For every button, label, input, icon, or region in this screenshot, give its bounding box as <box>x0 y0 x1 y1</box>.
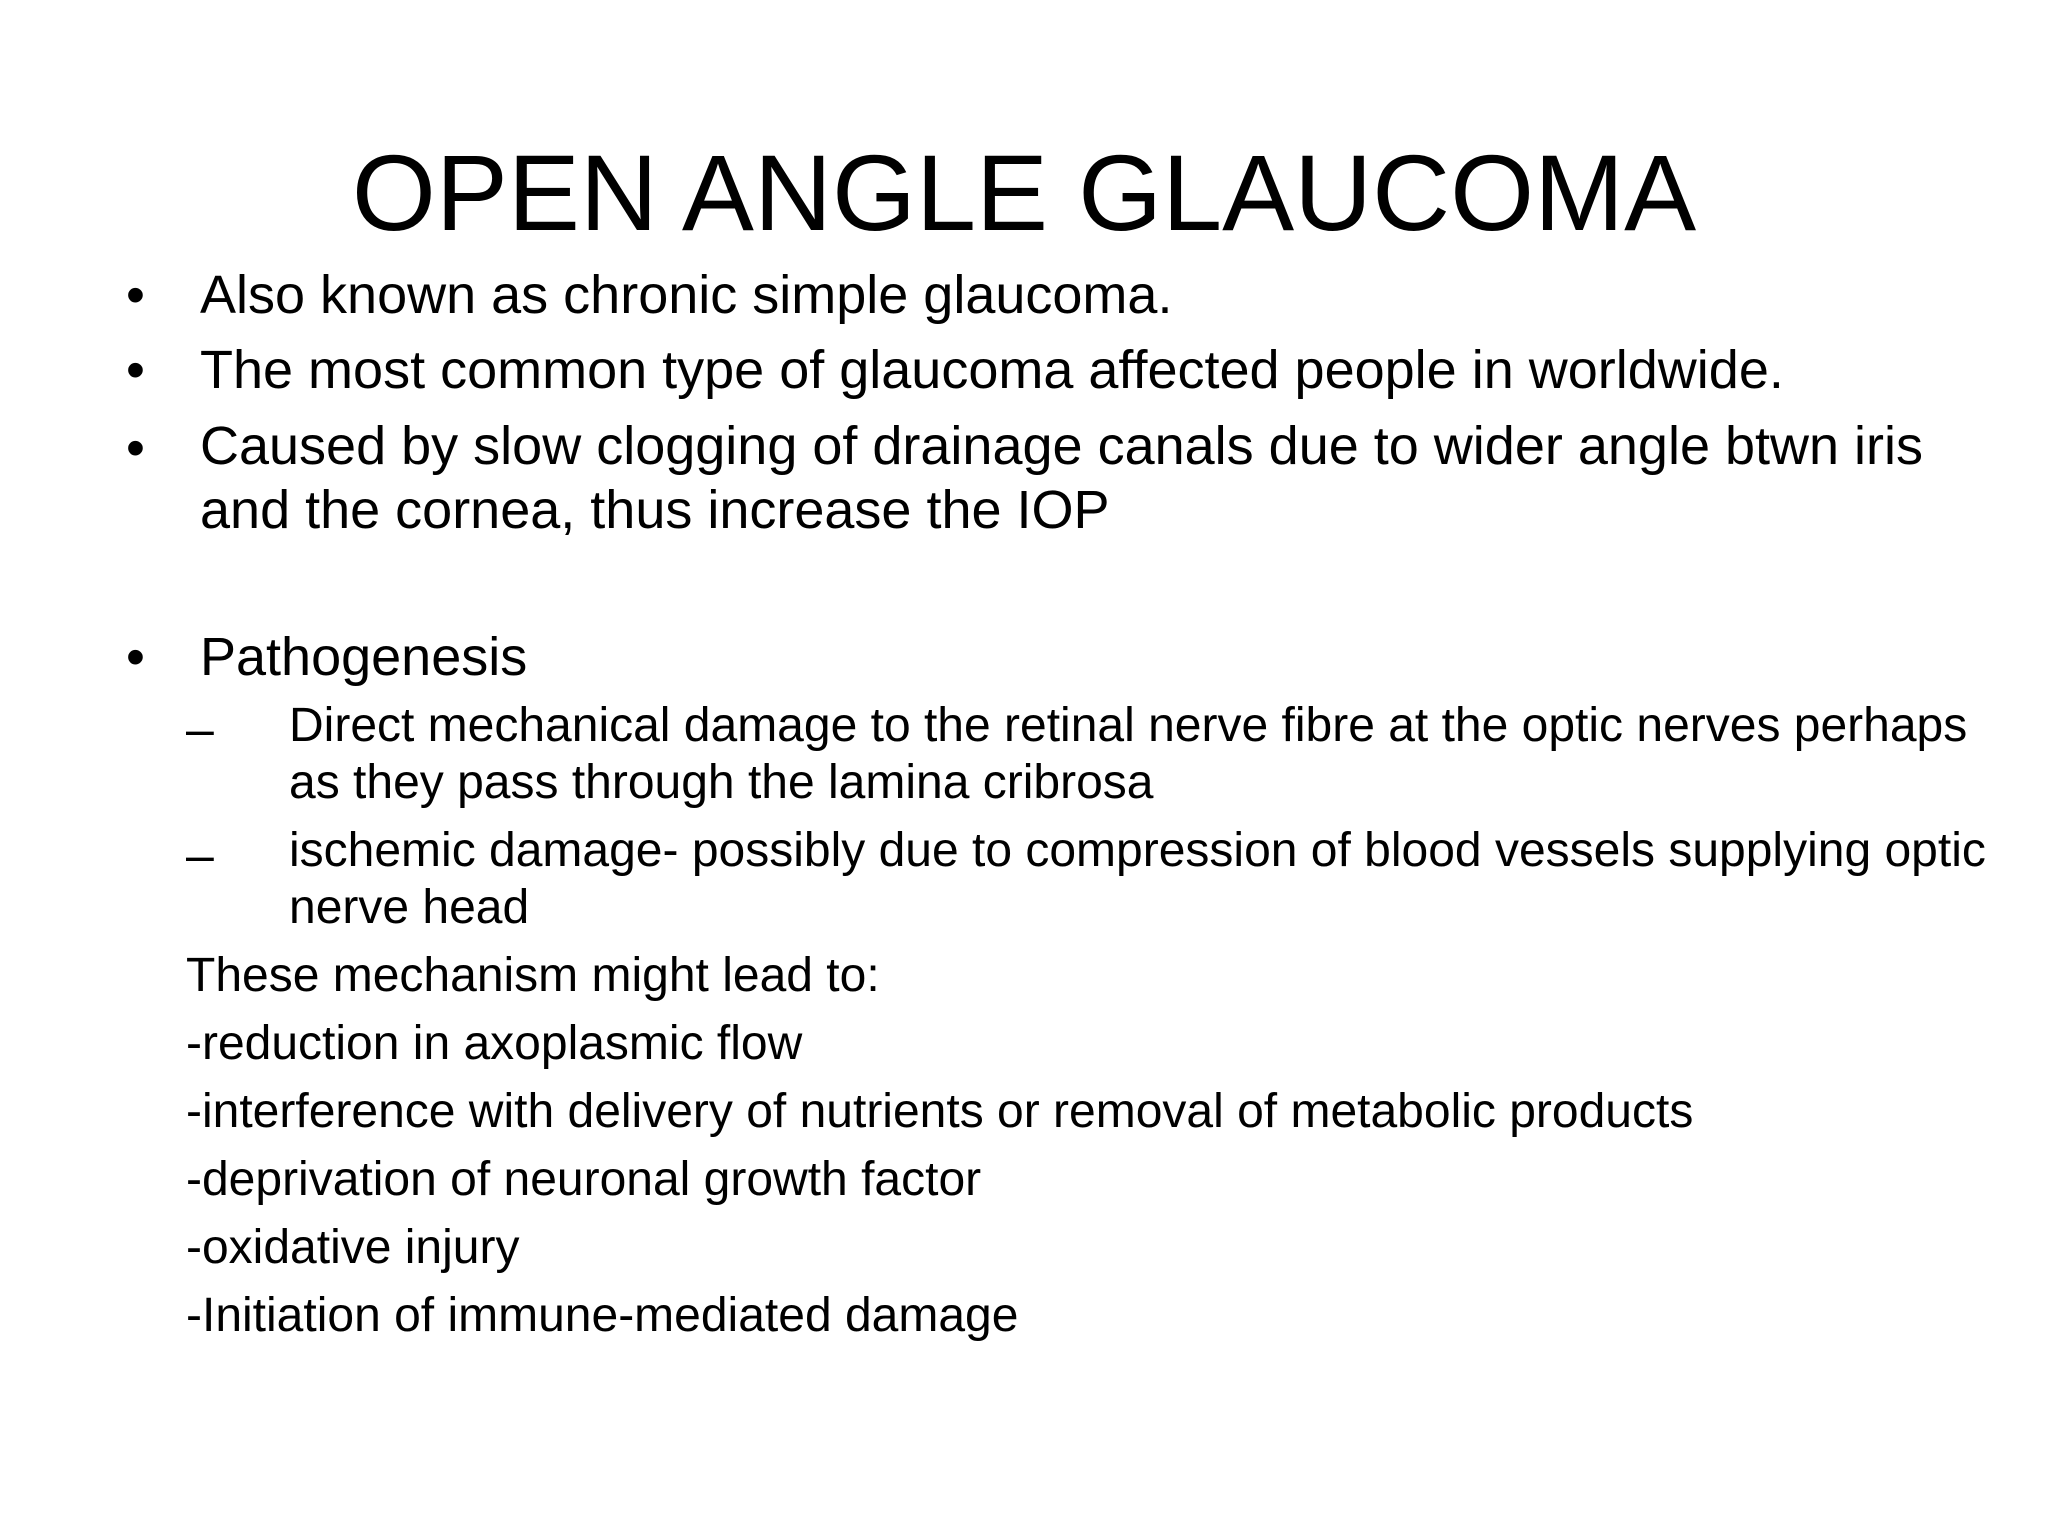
mechanism-item: -deprivation of neuronal growth factor <box>186 1153 982 1206</box>
bullet-marker: • <box>126 627 145 687</box>
sub-bullet-marker: – <box>186 701 214 757</box>
sub-bullet-marker: – <box>186 827 214 883</box>
sub-bullet-text: ischemic damage- possibly due to compression of blood vessels supplying optic nerve head <box>289 824 1986 934</box>
mechanism-item: -oxidative injury <box>186 1221 520 1274</box>
mechanism-item: -interference with delivery of nutrients or removal of metabolic products <box>186 1085 1694 1138</box>
bullet-text: Caused by slow clogging of drainage canals due to wider angle btwn iris and the cornea, thus increase the IOP <box>200 416 1924 540</box>
bullet-text: Also known as chronic simple glaucoma. <box>200 265 1173 325</box>
bullet-text: Pathogenesis <box>200 627 528 687</box>
mechanism-item: -reduction in axoplasmic flow <box>186 1017 803 1070</box>
bullet-marker: • <box>126 418 145 478</box>
sub-bullet-text: Direct mechanical damage to the retinal nerve fibre at the optic nerves perhaps as they pass through the lamina cribrosa <box>289 699 1968 809</box>
bullet-marker: • <box>126 265 145 325</box>
bullet-marker: • <box>126 340 145 400</box>
mechanism-item: -Initiation of immune-mediated damage <box>186 1289 1019 1342</box>
bullet-text: The most common type of glaucoma affected people in worldwide. <box>200 340 1784 400</box>
slide-title: OPEN ANGLE GLAUCOMA <box>351 132 1697 253</box>
mechanism-intro: These mechanism might lead to: <box>186 949 880 1002</box>
